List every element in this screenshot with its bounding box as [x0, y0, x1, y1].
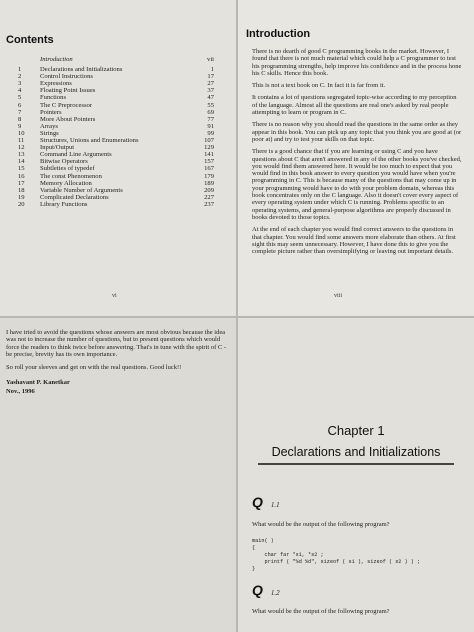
toc-entry-page: 141: [204, 151, 214, 159]
toc-entry: [18, 144, 214, 151]
toc-entry-number: 10: [18, 129, 25, 137]
paragraph: I have tried to avoid the questions whose answers are most obvious because the idea was not to increase the number of questions, but to present questions which would force the readers to think twice before answering. That's in tune with the spirit of C - be precise, brevity has its own importance.: [6, 329, 227, 358]
toc-entry-title: Expressions: [40, 80, 72, 88]
toc-entry: [18, 173, 214, 180]
introduction-heading: Introduction: [246, 28, 311, 40]
toc-entry-title: Command Line Arguments: [40, 151, 112, 159]
toc-entry-page: 107: [204, 137, 214, 145]
toc-entry-title: The const Phenomenon: [40, 172, 102, 180]
question-number: 1.2: [270, 589, 280, 597]
toc-entry-page: 37: [207, 87, 214, 95]
toc-entry-page: 1: [210, 66, 214, 74]
toc-entry: [18, 187, 214, 194]
toc-entry-page: 55: [207, 101, 214, 109]
toc-entry: [18, 94, 214, 101]
paragraph: It contains a lot of questions segregated topic-wise according to my perception of the language. Almost all the questions are real one's asked by real people attempting to learn or program in C.: [252, 94, 457, 117]
toc-entry-page: 157: [204, 158, 214, 166]
toc-entry: [18, 56, 214, 63]
page-number: vi: [112, 293, 117, 299]
toc-entry-number: 14: [18, 158, 25, 166]
toc-entry-number: 4: [18, 87, 22, 95]
toc-entry-page: 189: [204, 179, 214, 187]
toc-entry: [18, 151, 214, 158]
chapter-title: Declarations and Initializations: [271, 445, 441, 459]
contents-heading: Contents: [6, 34, 54, 46]
toc-entry-page: 237: [204, 200, 214, 208]
toc-entry-number: 18: [18, 186, 25, 194]
toc-entry-number: 16: [18, 172, 25, 180]
toc-entry-title: Bitwise Operators: [40, 158, 88, 166]
paragraph: This is not a text book on C. In fact it is far from it.: [252, 82, 386, 90]
question-text: What would be the output of the following program?: [252, 608, 390, 615]
toc-entry: [18, 137, 214, 144]
toc-entry-number: 8: [18, 115, 22, 123]
chapter-page: [238, 318, 474, 632]
toc-entry-page: 17: [207, 73, 214, 81]
page-number: viii: [334, 293, 343, 299]
toc-entry: [18, 87, 214, 94]
toc-entry-title: More About Pointers: [40, 115, 96, 123]
toc-entry-title: Declarations and Initializations: [40, 66, 123, 74]
bleed-through-text: [10, 6, 12, 14]
toc-entry-page: 47: [207, 94, 214, 102]
toc-entry: [18, 109, 214, 116]
toc-entry: [18, 73, 214, 80]
question-marker: Q: [252, 494, 263, 510]
preface-body: [6, 329, 226, 395]
author-signature: Yashavant P. Kanetkar: [6, 379, 70, 387]
introduction-body: [252, 48, 462, 260]
toc-entry-number: 5: [18, 94, 22, 102]
table-of-contents: [18, 56, 214, 208]
toc-entry-number: 20: [18, 200, 25, 208]
question-marker: Q: [252, 582, 263, 598]
toc-entry-number: 9: [18, 122, 22, 130]
code-listing: main( ) { char far *s1, *s2 ; printf ( "%d %d", sizeof ( s1 ), sizeof ( s2 ) ) ; }: [252, 538, 421, 572]
toc-entry-title: Library Functions: [40, 200, 88, 208]
toc-entry-page: 91: [207, 122, 214, 130]
toc-entry: [18, 116, 214, 123]
toc-entry-page: 179: [204, 172, 214, 180]
toc-entry-title: Input/Output: [40, 144, 75, 152]
toc-entry-number: 3: [18, 80, 22, 88]
toc-entry-title: Functions: [40, 94, 67, 102]
toc-entry-number: 15: [18, 165, 25, 173]
toc-entry-title: The C Preprocessor: [40, 101, 93, 109]
question-heading: [252, 494, 280, 510]
toc-entry-title: Floating Point Issues: [40, 87, 96, 95]
question-number: 1.1: [270, 501, 280, 509]
introduction-page: [238, 0, 474, 316]
toc-entry: [18, 66, 214, 73]
toc-entry-page: 77: [207, 115, 214, 123]
toc-entry-number: 6: [18, 101, 22, 109]
toc-entry-title: Introduction: [40, 56, 73, 63]
question-text: What would be the output of the following program?: [252, 521, 390, 528]
toc-entry-title: Variable Number of Arguments: [40, 186, 123, 194]
toc-entry-number: 7: [18, 108, 22, 116]
toc-entry: [18, 165, 214, 172]
paragraph: There is no dearth of good C programming books in the market. However, I found that there is not much material which could help a C programmer to test his programming strengths, help improve his confidence and in the process hone his C skills. Hence this book.: [252, 48, 462, 77]
toc-entry-number: 2: [18, 73, 22, 81]
question-heading: [252, 582, 280, 598]
toc-entry-page: 167: [204, 165, 214, 173]
chapter-number: Chapter 1: [327, 423, 385, 438]
toc-entry-title: Subtleties of typedef: [40, 165, 95, 173]
toc-entry: [18, 102, 214, 109]
paragraph: There is no reason why you should read the questions in the same order as they appear in this book. You can pick up any topic that you think you are good at (or poor at) and try to test your skills on that topic.: [252, 121, 462, 143]
toc-entry-title: Strings: [40, 129, 59, 137]
toc-entry: [18, 80, 214, 87]
toc-entry-title: Arrays: [40, 122, 58, 130]
toc-entry-title: Memory Allocation: [40, 179, 92, 187]
toc-entry-page: vii: [207, 56, 214, 63]
toc-entry-title: Control Instructions: [40, 73, 93, 81]
chapter-title-rule: [258, 463, 454, 465]
toc-entry-page: 209: [204, 186, 214, 194]
toc-entry: [18, 194, 214, 201]
preface-end-page: [0, 318, 236, 632]
toc-entry: [18, 180, 214, 187]
toc-entry-title: Structures, Unions and Enumerations: [40, 137, 139, 145]
paragraph: At the end of each chapter you would find correct answers to the questions in that chapter. You would find some answers more elaborate than others. At first sight this may seem unnecessary. However, I have done this to give you the complete picture rather than oversimplifying or leaving out important details.: [252, 226, 456, 256]
toc-entry: [18, 123, 214, 130]
toc-entry: [18, 130, 214, 137]
contents-page: [0, 0, 236, 316]
toc-entry-number: 17: [18, 179, 25, 187]
toc-entry-page: 129: [204, 144, 214, 152]
toc-entry: [18, 201, 214, 208]
toc-entry-number: 13: [18, 151, 25, 159]
toc-entry-page: 227: [204, 193, 214, 201]
toc-entry-page: 69: [207, 108, 214, 116]
toc-entry-title: Pointers: [40, 108, 62, 116]
toc-entry-page: 27: [207, 80, 214, 88]
toc-entry-number: 12: [18, 144, 25, 152]
toc-entry-number: 11: [18, 137, 25, 145]
toc-entry-number: 19: [18, 193, 25, 201]
toc-entry-number: 1: [18, 66, 22, 74]
toc-entry-title: Complicated Declarations: [40, 193, 109, 201]
paragraph: There is a good chance that if you are learning or using C and you have questions about C that aren't answered in any of the other books you've checked, you would find them answered here. It would be too much to expect that you would find in this book answer to every question you would have when you're programming in C. This is because many of the questions that may come up in your programming would have to do with your problem domain, whereas this book concentrates only on the C language. Also it doesn't cover every aspect of every operating system under which C is running. Problems specific to an operating systems, and general-purpose algorithms are properly discussed in books devoted to those topics.: [252, 148, 462, 221]
toc-entry: [18, 158, 214, 165]
toc-entry-page: 99: [207, 129, 214, 137]
preface-date: Nov., 1996: [6, 387, 35, 395]
paragraph: So roll your sleeves and get on with the real questions. Good luck!!: [6, 364, 182, 372]
